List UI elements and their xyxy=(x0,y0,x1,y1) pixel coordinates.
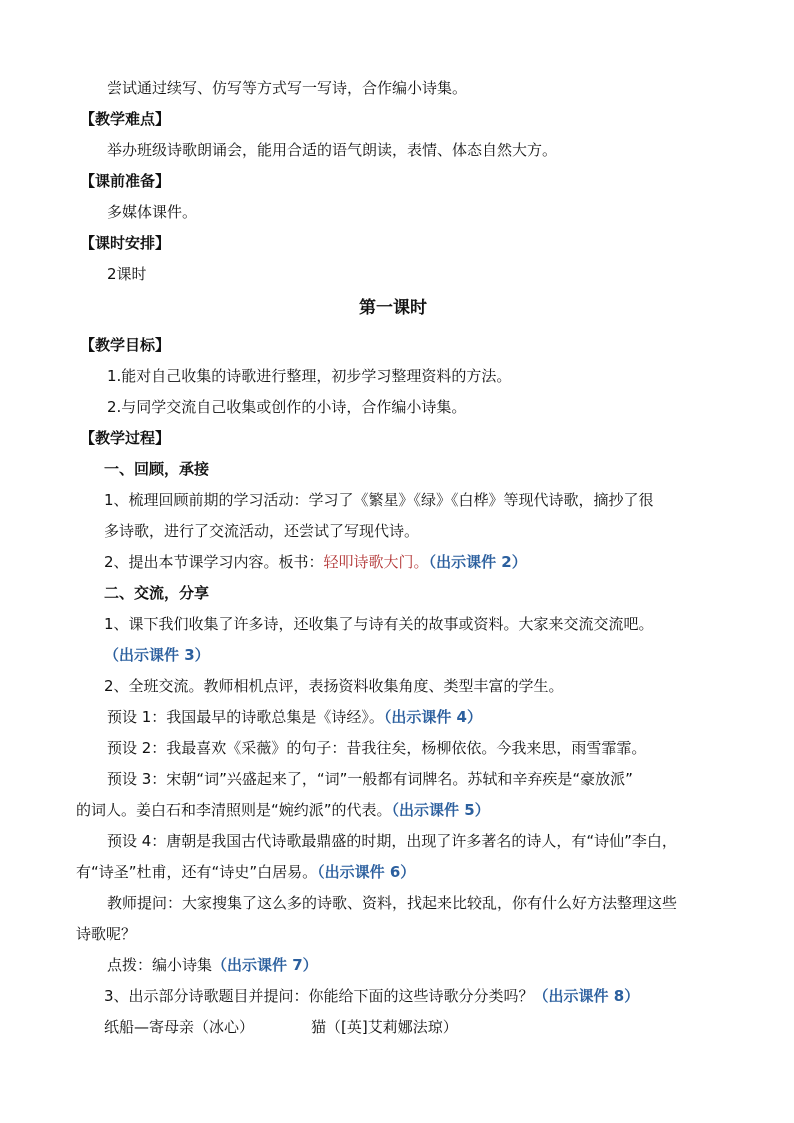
courseware-ref: （出示课件 3） xyxy=(104,646,210,664)
text-line: 多媒体课件。 xyxy=(107,203,198,221)
step-heading: 二、交流，分享 xyxy=(104,584,210,602)
courseware-ref: （出示课件 4） xyxy=(383,708,482,726)
text-line xyxy=(76,800,490,820)
text-span: 的词人。姜白石和李清照则是“婉约派”的代表。 xyxy=(76,801,392,819)
goal-item: 2.与同学交流自己收集或创作的小诗，合作编小诗集。 xyxy=(107,398,467,416)
text-line xyxy=(104,986,639,1006)
courseware-ref: （出示课件 7） xyxy=(212,956,318,974)
blackboard-text: 轻叩诗歌大门。 xyxy=(323,553,429,571)
courseware-ref: （出示课件 5） xyxy=(391,801,490,819)
text-line xyxy=(107,707,482,727)
section-heading-goals: 【教学目标】 xyxy=(80,336,171,354)
text-line: 2课时 xyxy=(107,265,147,283)
text-line: 尝试通过续写、仿写等方式写一写诗，合作编小诗集。 xyxy=(107,79,468,97)
step-heading: 一、回顾，承接 xyxy=(104,460,210,478)
section-heading-difficulty: 【教学难点】 xyxy=(80,110,171,128)
poem-title: 猫（[英]艾莉娜法琼） xyxy=(311,1018,458,1036)
section-heading-preparation: 【课前准备】 xyxy=(80,172,171,190)
text-line: 2、全班交流。教师相机点评，表扬资料收集角度、类型丰富的学生。 xyxy=(104,677,564,695)
text-line: 预设 3：宋朝“词”兴盛起来了，“词”一般都有词牌名。苏轼和辛弃疾是“豪放派” xyxy=(107,770,633,788)
text-line xyxy=(104,552,527,572)
text-line: 教师提问：大家搜集了这么多的诗歌、资料，找起来比较乱，你有什么好方法整理这些 xyxy=(107,894,678,912)
goal-item: 1.能对自己收集的诗歌进行整理，初步学习整理资料的方法。 xyxy=(107,367,512,385)
text-line: 诗歌呢？ xyxy=(76,925,137,943)
courseware-ref: （出示课件 2） xyxy=(428,553,527,571)
text-line: 1、梳理回顾前期的学习活动：学习了《繁星》《绿》《白桦》等现代诗歌，摘抄了很 xyxy=(104,491,654,509)
text-span: 预设 1：我国最早的诗歌总集是《诗经》。 xyxy=(107,708,384,726)
courseware-ref: （出示课件 8） xyxy=(533,987,640,1005)
section-heading-process: 【教学过程】 xyxy=(80,429,171,447)
poem-title: 纸船—寄母亲（冰心） xyxy=(104,1018,255,1036)
text-span: 有“诗圣”杜甫，还有“诗史”白居易。 xyxy=(76,863,318,881)
text-line: 多诗歌，进行了交流活动，还尝试了写现代诗。 xyxy=(104,522,420,540)
text-span: 点拨：编小诗集 xyxy=(107,956,213,974)
text-line: 1、课下我们收集了许多诗，还收集了与诗有关的故事或资料。大家来交流交流吧。 xyxy=(104,615,654,633)
lesson-title: 第一课时 xyxy=(359,298,427,318)
text-span: 2、提出本节课学习内容。板书： xyxy=(104,553,324,571)
section-heading-schedule: 【课时安排】 xyxy=(80,234,171,252)
text-line xyxy=(76,862,415,882)
courseware-ref: （出示课件 6） xyxy=(317,863,416,881)
text-line: 举办班级诗歌朗诵会，能用合适的语气朗读，表情、体态自然大方。 xyxy=(107,141,558,159)
text-line: 预设 4：唐朝是我国古代诗歌最鼎盛的时期，出现了许多著名的诗人，有“诗仙”李白， xyxy=(107,832,677,850)
text-line: 预设 2：我最喜欢《采薇》的句子：昔我往矣，杨柳依依。今我来思，雨雪霏霏。 xyxy=(107,739,647,757)
text-span: 3、出示部分诗歌题目并提问：你能给下面的这些诗歌分分类吗？ xyxy=(104,987,534,1005)
text-line xyxy=(107,955,318,975)
